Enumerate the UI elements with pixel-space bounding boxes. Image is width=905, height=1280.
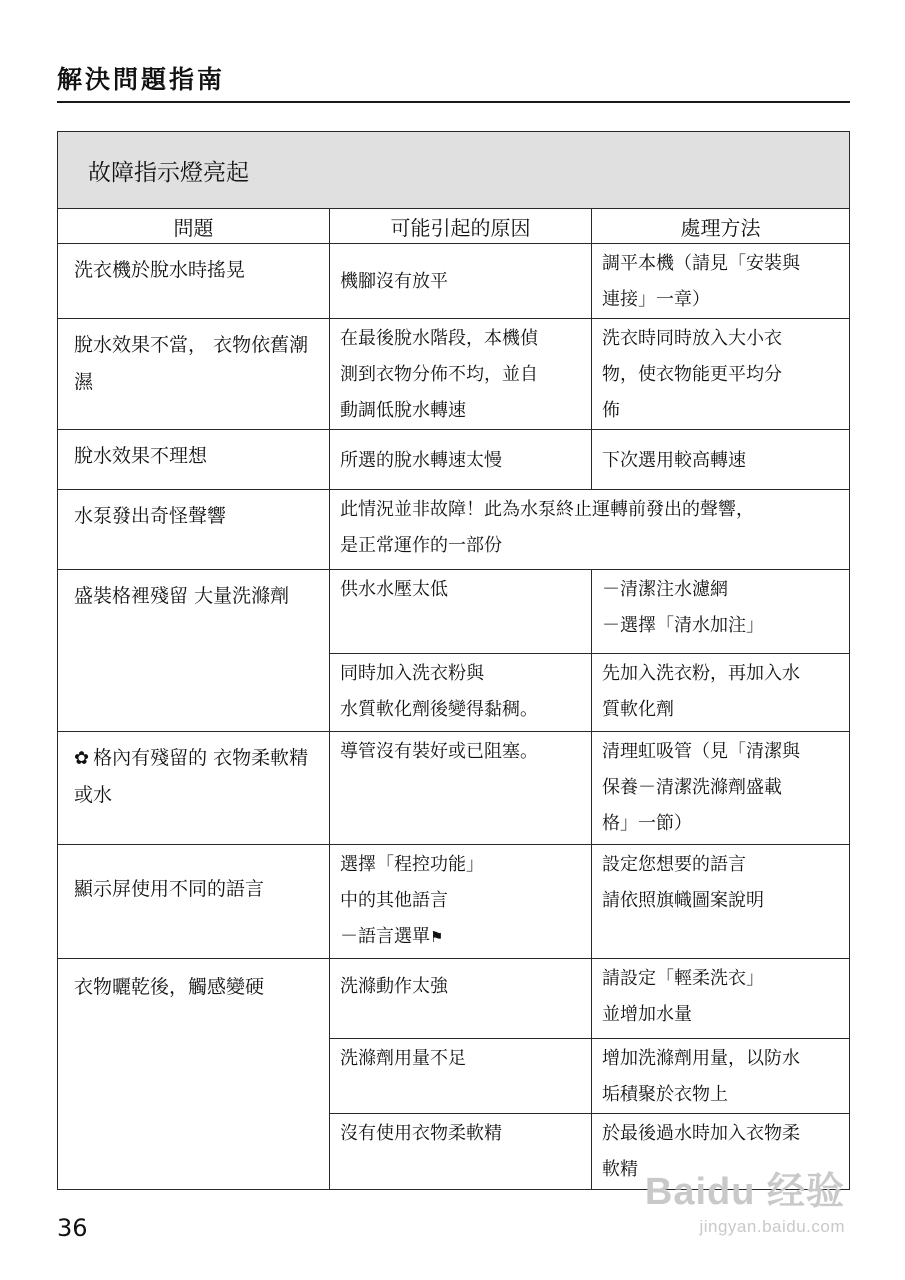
cause-cell: 導管沒有裝好或已阻塞。 [330, 732, 592, 845]
problem-cell: 衣物曬乾後，觸感變硬 [58, 959, 330, 1190]
merged-explanation-cell: 此情況並非故障！此為水泵終止運轉前發出的聲響， 是正常運作的一部份 [330, 490, 850, 570]
header-rule [57, 101, 850, 103]
page-header-title: 解決問題指南 [57, 65, 226, 94]
solution-cell: －清潔注水濾網 －選擇「清水加注」 [592, 570, 850, 654]
cause-cell: 供水水壓太低 [330, 570, 592, 654]
problem-cell: 洗衣機於脫水時搖晃 [58, 244, 330, 319]
problem-cell: 脫水效果不理想 [58, 430, 330, 490]
watermark-logo: Baidu 经验 [644, 1171, 845, 1213]
cause-cell: 洗滌劑用量不足 [330, 1039, 592, 1114]
column-header-row [58, 209, 850, 244]
softener-compartment-icon: ✿ [74, 748, 90, 769]
column-header-cause: 可能引起的原因 [330, 209, 592, 244]
problem-cell: ✿ 格內有殘留的 衣物柔軟精或水 [58, 732, 330, 845]
table-row [58, 430, 850, 490]
solution-cell: 洗衣時同時放入大小衣 物，使衣物能更平均分 佈 [592, 319, 850, 430]
cause-cell: 在最後脫水階段，本機偵 測到衣物分佈不均，並自 動調低脫水轉速 [330, 319, 592, 430]
cause-cell: 機腳沒有放平 [330, 244, 592, 319]
baidu-watermark [645, 1160, 845, 1237]
problem-cell: 水泵發出奇怪聲響 [58, 490, 330, 570]
table-row [58, 570, 850, 654]
section-title-row [58, 132, 850, 209]
flag-icon: ⚑ [430, 928, 444, 946]
solution-cell: 清理虹吸管（見「清潔與 保養－清潔洗滌劑盛載 格」一節） [592, 732, 850, 845]
table-row [58, 845, 850, 959]
solution-cell: 請設定「輕柔洗衣」 並增加水量 [592, 959, 850, 1039]
cause-cell: 選擇「程控功能」 中的其他語言 －語言選單⚑ [330, 845, 592, 959]
column-header-problem: 問題 [58, 209, 330, 244]
cause-cell: 所選的脫水轉速太慢 [330, 430, 592, 490]
cause-cell: 同時加入洗衣粉與 水質軟化劑後變得黏稠。 [330, 654, 592, 732]
solution-cell: 設定您想要的語言 請依照旗幟圖案說明 [592, 845, 850, 959]
column-header-solution: 處理方法 [592, 209, 850, 244]
page-number: 36 [57, 1214, 88, 1242]
table-row [58, 732, 850, 845]
watermark-url: jingyan.baidu.com [699, 1217, 845, 1236]
cause-cell: 洗滌動作太強 [330, 959, 592, 1039]
solution-cell: 調平本機（請見「安裝與 連接」一章） [592, 244, 850, 319]
table-row [58, 490, 850, 570]
solution-cell: 先加入洗衣粉，再加入水 質軟化劑 [592, 654, 850, 732]
problem-cell: 顯示屏使用不同的語言 [58, 845, 330, 959]
solution-cell: 下次選用較高轉速 [592, 430, 850, 490]
solution-cell: 增加洗滌劑用量，以防水 垢積聚於衣物上 [592, 1039, 850, 1114]
table-row [58, 319, 850, 430]
troubleshooting-table [57, 131, 850, 1190]
cause-cell: 沒有使用衣物柔軟精 [330, 1114, 592, 1190]
solution-cell: 於最後過水時加入衣物柔 軟精 [592, 1114, 850, 1190]
problem-cell: 盛裝格裡殘留 大量洗滌劑 [58, 570, 330, 732]
table-row [58, 959, 850, 1039]
section-title: 故障指示燈亮起 [58, 132, 850, 209]
problem-cell: 脫水效果不當， 衣物依舊潮濕 [58, 319, 330, 430]
table-row [58, 244, 850, 319]
